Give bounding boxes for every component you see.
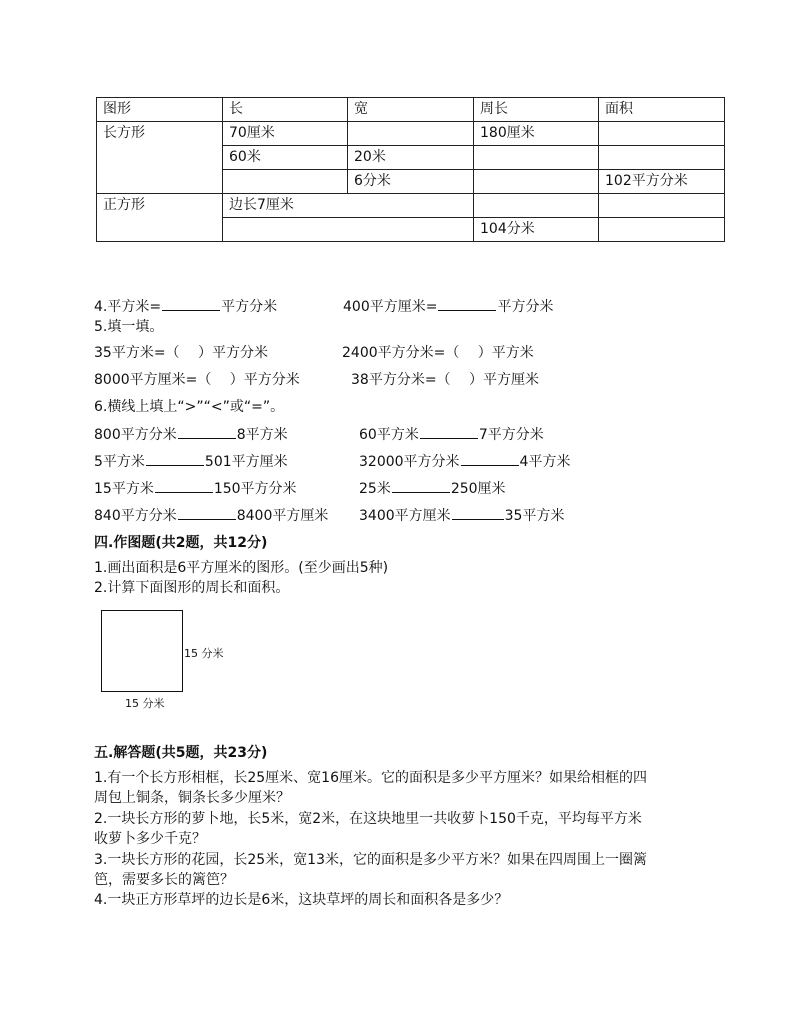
section-5-line: 2.一块长方形的萝卜地，长5米，宽2米，在这块地里一共收萝卜150千克，平均每平方米 — [94, 811, 642, 827]
table-cell — [599, 146, 725, 170]
section-5-line: 4.一块正方形草坪的边长是6米，这块草坪的周长和面积各是多少？ — [94, 892, 509, 908]
compare-right: 501平方厘米 — [204, 454, 288, 470]
q4-left-suffix: 平方分米 — [221, 299, 278, 315]
table-cell — [223, 218, 474, 242]
answer-blank[interactable] — [178, 505, 236, 520]
section-5-heading: 五.解答题(共5题，共23分) — [94, 745, 268, 761]
q4-left-prefix: 4.平方米= — [94, 299, 162, 315]
table-header: 周长 — [474, 98, 599, 122]
table-cell: 6分米 — [348, 170, 474, 194]
table-cell — [599, 194, 725, 218]
compare-right: 35平方米 — [504, 508, 565, 524]
compare-left: 25米 — [359, 481, 391, 497]
table-header: 图形 — [97, 98, 223, 122]
table-cell — [474, 194, 599, 218]
q6-title: 6.横线上填上“>”“<”或“=”。 — [94, 399, 285, 415]
q5-item: 2400平方分米=（ ）平方米 — [342, 345, 534, 361]
q6-item — [94, 478, 297, 499]
q6-item — [94, 451, 288, 472]
q6-item — [359, 424, 544, 445]
table-cell — [474, 146, 599, 170]
answer-blank[interactable] — [178, 424, 236, 439]
compare-left: 5平方米 — [94, 454, 145, 470]
compare-left: 840平方分米 — [94, 508, 177, 524]
table-cell: 20米 — [348, 146, 474, 170]
table-cell: 102平方分米 — [599, 170, 725, 194]
section-5-line: 3.一块长方形的花园，长25米，宽13米，它的面积是多少平方米？如果在四周围上一圈篱 — [94, 852, 647, 868]
compare-right: 4平方米 — [519, 454, 571, 470]
table-row — [97, 122, 725, 146]
answer-blank[interactable] — [461, 451, 519, 466]
square-bottom-label: 15 分米 — [125, 697, 165, 710]
q6-item — [359, 451, 570, 472]
q5-title: 5.填一填。 — [94, 319, 164, 335]
answer-blank[interactable] — [392, 478, 450, 493]
square-figure — [101, 610, 183, 692]
table-cell: 60米 — [223, 146, 348, 170]
section-4-item: 2.计算下面图形的周长和面积。 — [94, 580, 290, 596]
table-cell — [223, 170, 348, 194]
compare-left: 60平方米 — [359, 427, 419, 443]
q4-right — [343, 296, 553, 317]
q4-right-suffix: 平方分米 — [497, 299, 554, 315]
row-label-square: 正方形 — [97, 194, 223, 242]
table-cell: 70厘米 — [223, 122, 348, 146]
shape-table — [96, 97, 725, 242]
answer-blank[interactable] — [146, 451, 204, 466]
compare-right: 250厘米 — [450, 481, 506, 497]
row-label-rectangle: 长方形 — [97, 122, 223, 194]
compare-left: 15平方米 — [94, 481, 154, 497]
q5-item: 38平方分米=（ ）平方厘米 — [351, 372, 539, 388]
compare-right: 8平方米 — [236, 427, 288, 443]
section-5-line: 收萝卜多少千克？ — [94, 831, 206, 847]
table-header: 宽 — [348, 98, 474, 122]
section-5-line: 周包上铜条，铜条长多少厘米？ — [94, 790, 290, 806]
table-cell: 104分米 — [474, 218, 599, 242]
q4-left — [94, 296, 277, 317]
compare-right: 7平方分米 — [478, 427, 544, 443]
answer-blank[interactable] — [162, 296, 220, 311]
table-header: 长 — [223, 98, 348, 122]
compare-left: 800平方分米 — [94, 427, 177, 443]
answer-blank[interactable] — [155, 478, 213, 493]
q6-item — [359, 505, 564, 526]
answer-blank[interactable] — [438, 296, 496, 311]
compare-right: 8400平方厘米 — [236, 508, 329, 524]
q5-item: 8000平方厘米=（ ）平方分米 — [94, 372, 300, 388]
square-side-label: 15 分米 — [184, 647, 224, 660]
answer-blank[interactable] — [452, 505, 504, 520]
section-4-heading: 四.作图题(共2题，共12分) — [94, 535, 268, 551]
table-header: 面积 — [599, 98, 725, 122]
table-header-row — [97, 98, 725, 122]
section-4-item: 1.画出面积是6平方厘米的图形。(至少画出5种) — [94, 560, 389, 576]
table-cell: 180厘米 — [474, 122, 599, 146]
table-cell — [599, 122, 725, 146]
q5-item: 35平方米=（ ）平方分米 — [94, 345, 268, 361]
compare-right: 150平方分米 — [213, 481, 297, 497]
section-5-line: 笆，需要多长的篱笆？ — [94, 872, 234, 888]
table-cell — [474, 170, 599, 194]
answer-blank[interactable] — [420, 424, 478, 439]
compare-left: 3400平方厘米 — [359, 508, 451, 524]
q6-item — [94, 424, 288, 445]
table-cell: 边长7厘米 — [223, 194, 474, 218]
q4-right-prefix: 400平方厘米= — [343, 299, 438, 315]
section-5-line: 1.有一个长方形相框，长25厘米、宽16厘米。它的面积是多少平方厘米？如果给相框的四 — [94, 770, 647, 786]
q6-item — [359, 478, 506, 499]
table-cell — [599, 218, 725, 242]
table-cell — [348, 122, 474, 146]
table-row — [97, 194, 725, 218]
q6-item — [94, 505, 328, 526]
compare-left: 32000平方分米 — [359, 454, 460, 470]
